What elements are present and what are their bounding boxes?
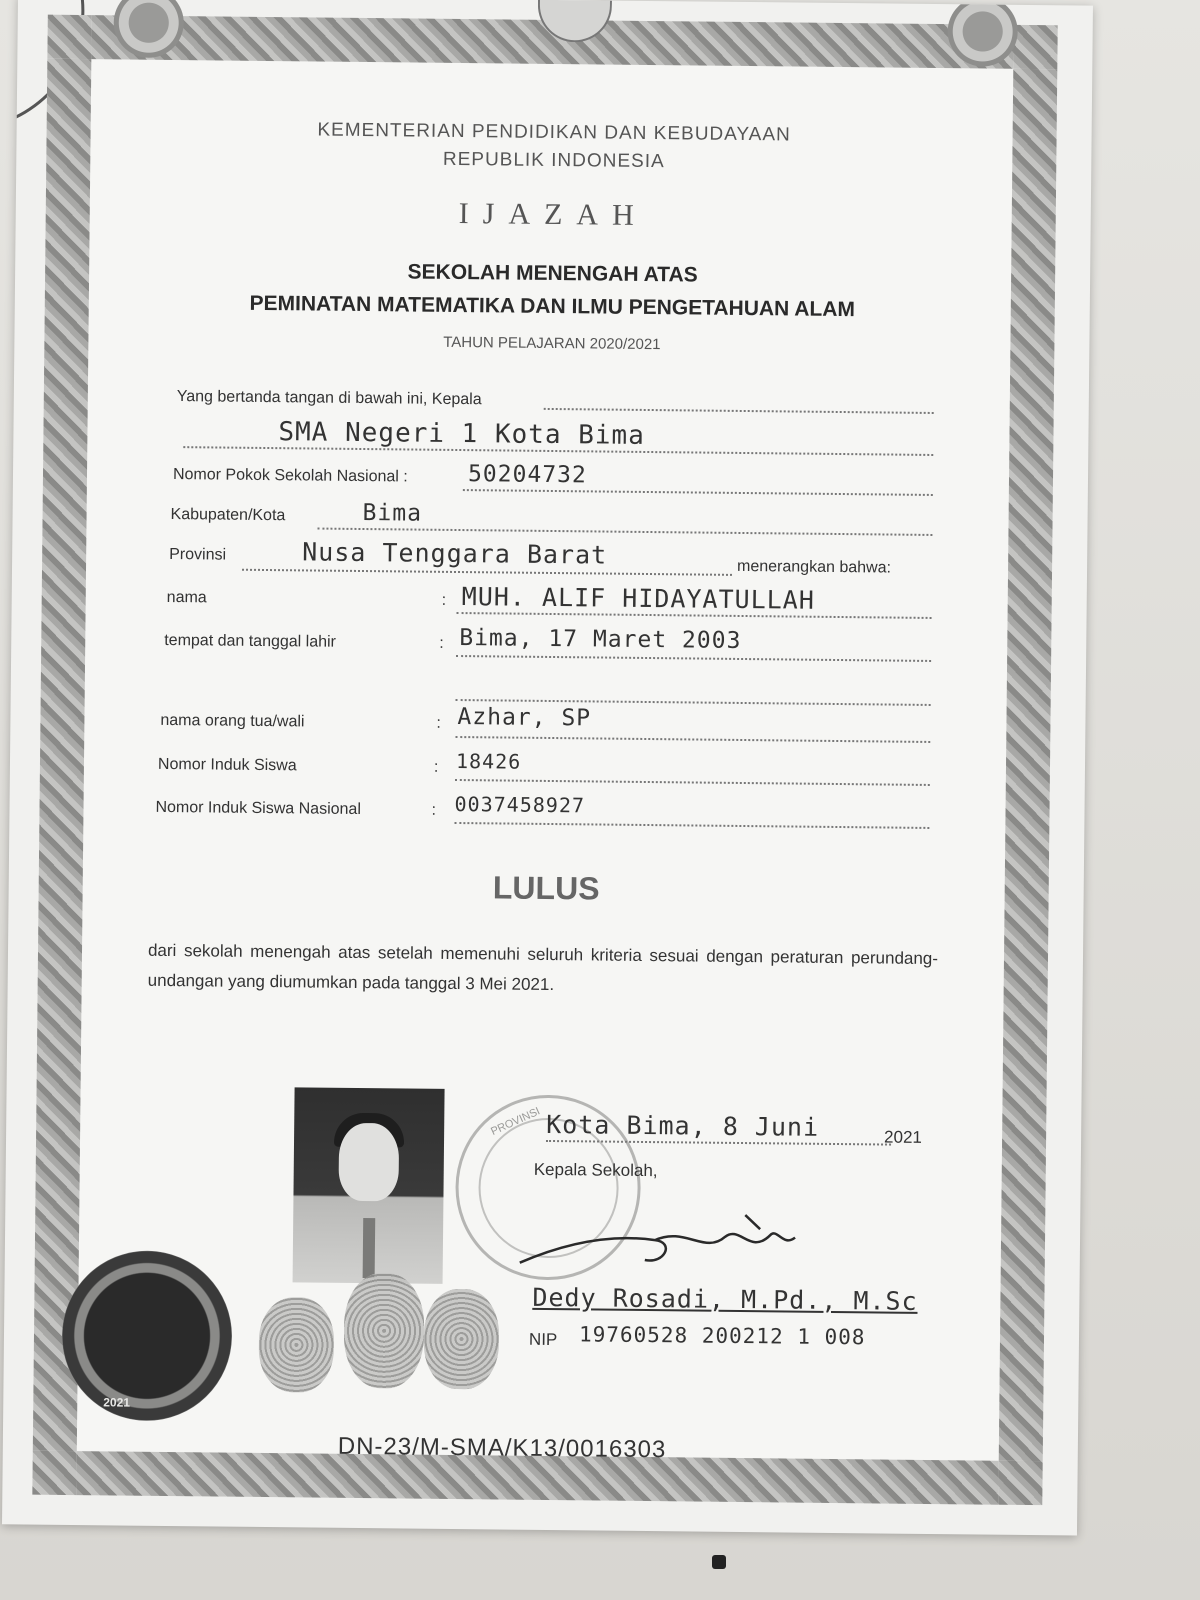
name-label: nama [166,588,207,607]
dotted-line [456,655,931,662]
nisn-label: Nomor Induk Siswa Nasional [155,798,362,819]
security-hologram-seal [61,1250,233,1422]
dotted-line [242,569,732,576]
school-year: TAHUN PELAJARAN 2020/2021 [443,333,661,354]
intro-label: Yang bertanda tangan di bawah ini, Kepala [176,388,482,409]
npsn-value: 50204732 [467,461,587,489]
school-name-value: SMA Negeri 1 Kota Bima [278,417,645,451]
dotted-line [463,489,933,496]
seal-year: 2021 [103,1395,131,1410]
states-text: menerangkan bahwa: [736,557,892,577]
signature-place-date: Kota Bima, 8 Juni [546,1109,820,1142]
student-photo [293,1087,445,1284]
signature-year: 2021 [884,1127,923,1147]
colon: : [441,591,447,609]
birth-value: Bima, 17 Maret 2003 [459,625,742,654]
ministry-heading: KEMENTERIAN PENDIDIKAN DAN KEBUDAYAAN [317,119,791,146]
document-title: IJAZAH [458,196,648,232]
colon: : [431,801,437,819]
nip-value: 19760528 200212 1 008 [578,1322,866,1350]
nisn-value: 0037458927 [454,791,586,818]
handwritten-signature [515,1205,816,1288]
province-label: Provinsi [169,545,227,564]
dotted-line [317,528,932,536]
result-status: LULUS [492,869,600,907]
parent-label: nama orang tua/wali [160,711,305,731]
dotted-line [454,822,929,829]
colon: : [439,634,444,652]
nip-label: NIP [528,1329,558,1350]
photo-tie [363,1218,376,1278]
colon: : [436,714,441,732]
stamp-text: PROVINSI [489,1105,542,1138]
binder-clip-icon [712,1555,726,1569]
signature-position: Kepala Sekolah, [533,1159,658,1181]
province-value: Nusa Tenggara Barat [302,537,608,570]
dotted-line [544,408,934,414]
district-value: Bima [362,500,423,527]
birth-label: tempat dan tanggal lahir [164,631,337,651]
colon: : [433,758,439,776]
parent-value: Azhar, SP [457,704,592,732]
principal-name: Dedy Rosadi, M.Pd., M.Sc [532,1282,918,1316]
result-statement: dari sekolah menengah atas setelah memenuhi seluruh kriteria sesuai dengan peraturan perundang-undangan yang diumumkan pada tanggal 3 Mei 2021. [147,940,939,995]
nis-label: Nomor Induk Siswa [157,755,297,775]
npsn-label: Nomor Pokok Sekolah Nasional : [172,466,408,486]
dotted-line [455,736,930,743]
specialization: PEMINATAN MATEMATIKA DAN ILMU PENGETAHUAN ALAM [249,291,856,322]
republic-heading: REPUBLIK INDONESIA [442,148,665,173]
dotted-line [455,779,930,786]
name-value: MUH. ALIF HIDAYATULLAH [461,582,816,615]
thumbprint [343,1273,424,1389]
school-level: SEKOLAH MENENGAH ATAS [407,260,698,287]
district-label: Kabupaten/Kota [170,505,286,525]
photo-face [338,1123,399,1202]
thumbprint [258,1297,334,1393]
nis-value: 18426 [455,749,522,774]
thumbprint [423,1289,499,1390]
serial-number: DN-23/M-SMA/K13/0016303 [337,1432,667,1464]
certificate-document [2,0,1093,1536]
